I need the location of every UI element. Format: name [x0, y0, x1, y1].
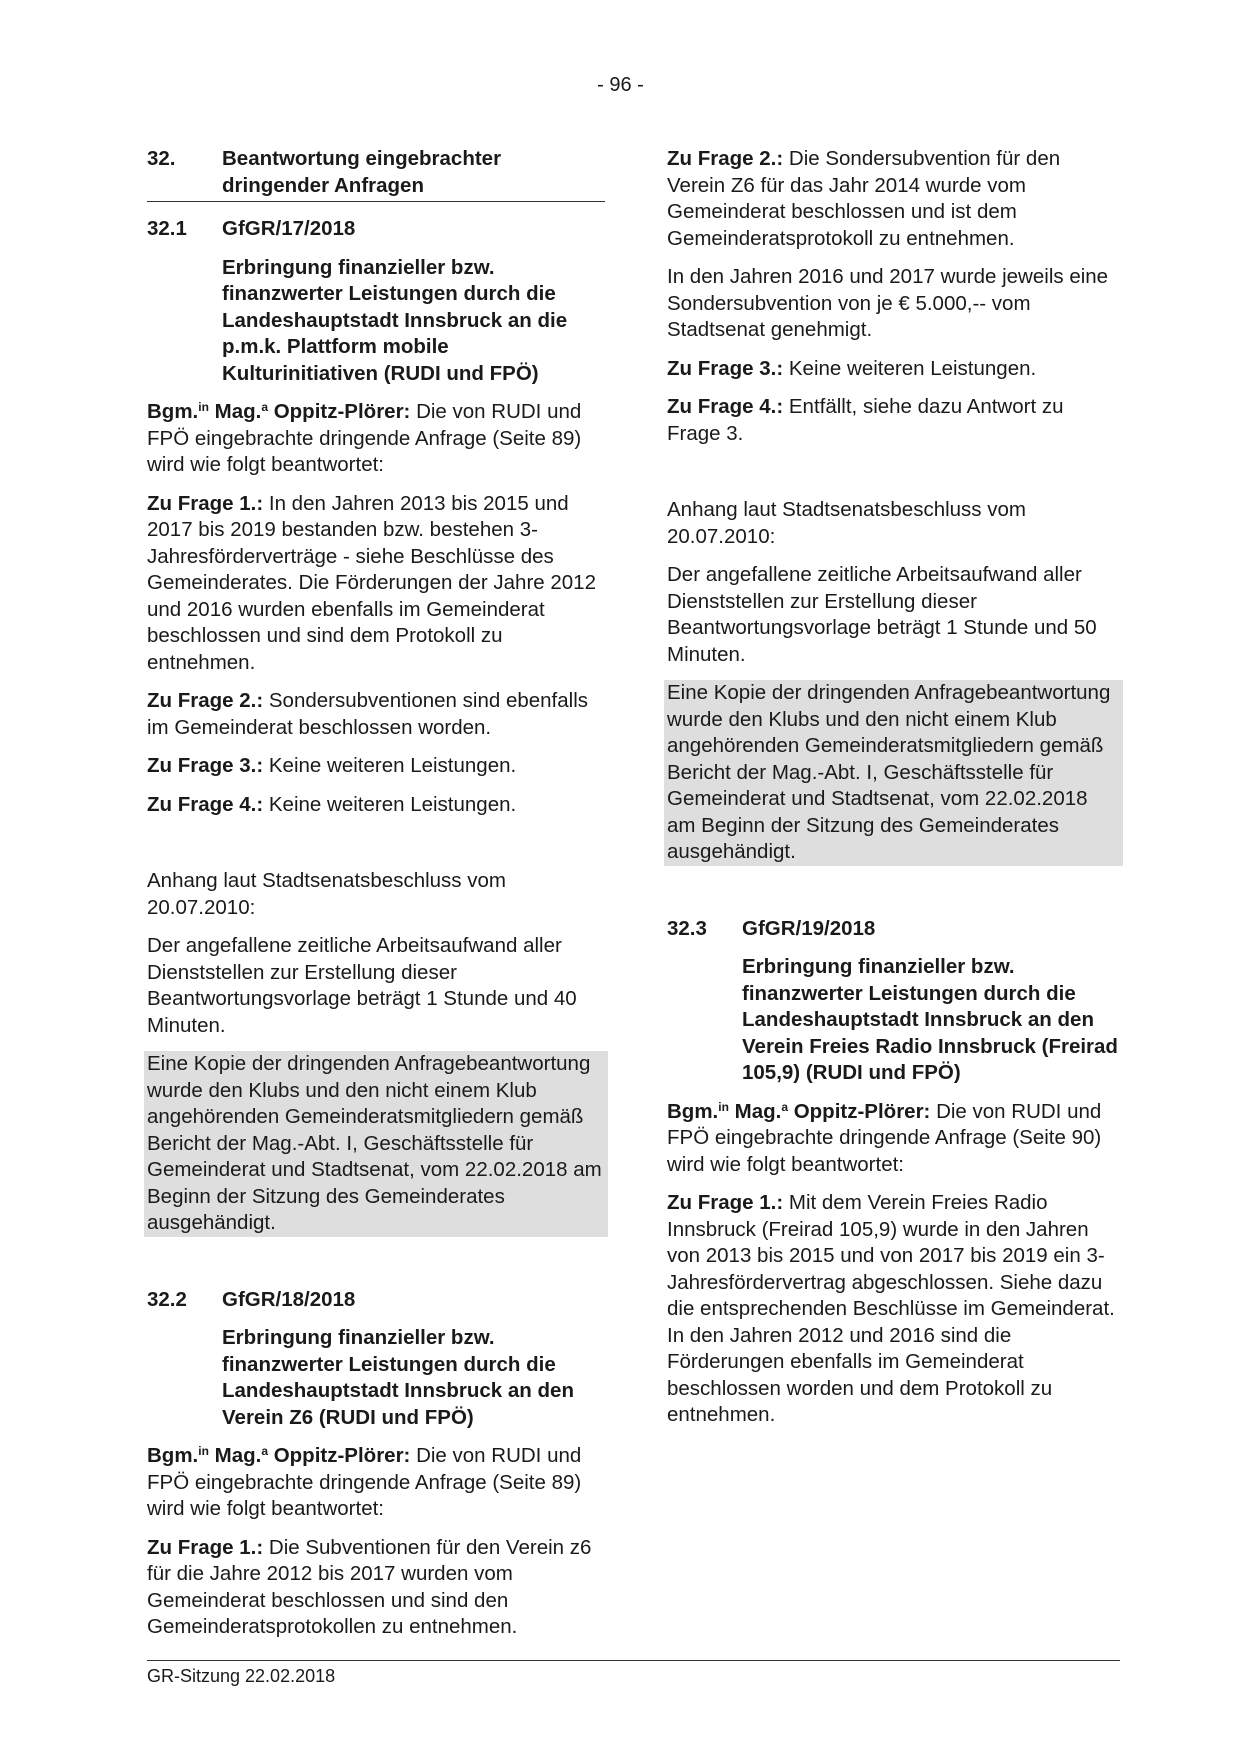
speaker-paragraph: Bgm.$^{in}$ Mag.$^a$ Oppitz-Plörer: Die von RUDI und FPÖ eingebrachte dringende Anfrage (Seite 89) wird wie folgt beantwortet:: [147, 400, 582, 476]
effort-note: Der angefallene zeitliche Arbeitsaufwand aller Dienststellen zur Erstellung dieser Beantwortungsvorlage beträgt 1 Stunde und 40 Minuten.: [147, 934, 577, 1037]
footer-rule: [147, 1660, 1120, 1661]
speaker-paragraph: Bgm.$^{in}$ Mag.$^a$ Oppitz-Plörer: Die von RUDI und FPÖ eingebrachte dringende Anfrage (Seite 90) wird wie folgt beantwortet:: [667, 1099, 1102, 1176]
left-column: [147, 146, 605, 1653]
answer-1: Zu Frage 1.: In den Jahren 2013 bis 2015 und 2017 bis 2019 bestanden bzw. bestehen 3-Jahresförderverträge - siehe Beschlüsse des Gemeinderates. Die Förderungen der Jahre 2012 und 2016 wurden ebenfalls im Gemeinderat beschlossen und sind dem Protokoll zu entnehmen.: [147, 491, 596, 674]
section-heading: [147, 146, 605, 202]
effort-note: Der angefallene zeitliche Arbeitsaufwand aller Dienststellen zur Erstellung dieser Beantwortungsvorlage beträgt 1 Stunde und 50 Minuten.: [667, 563, 1097, 666]
subsection-title: Erbringung finanzieller bzw. finanzwerter Leistungen durch die Landeshauptstadt Innsbruck an den Verein Z6 (RUDI und FPÖ): [222, 1326, 574, 1429]
appendix-note: Anhang laut Stadtsenatsbeschluss vom 20.07.2010:: [667, 498, 1026, 548]
section-title: Beantwortung eingebrachter dringender Anfragen: [222, 147, 502, 197]
answer-4: Zu Frage 4.: Keine weiteren Leistungen.: [147, 792, 517, 816]
right-column: [667, 146, 1120, 1441]
copy-note: Eine Kopie der dringenden Anfragebeantwortung wurde den Klubs und den nicht einem Klub angehörenden Gemeinderatsmitgliedern gemäß Bericht der Mag.-Abt. I, Geschäftsstelle für Gemeinderat und Stadtsenat, vom 22.02.2018 am Beginn der Sitzung des Gemeinderates ausgehändigt.: [664, 680, 1123, 866]
answer-2: Zu Frage 2.: Sondersubventionen sind ebenfalls im Gemeinderat beschlossen worden.: [147, 689, 589, 739]
speaker-name: Bgm.$^{in}$ Mag.$^a$ Oppitz-Plörer:: [147, 400, 411, 423]
copy-note: Eine Kopie der dringenden Anfragebeantwortung wurde den Klubs und den nicht einem Klub angehörenden Gemeinderatsmitgliedern gemäß Bericht der Mag.-Abt. I, Geschäftsstelle für Gemeinderat und Stadtsenat, vom 22.02.2018 am Beginn der Sitzung des Gemeinderates ausgehändigt.: [144, 1051, 608, 1237]
answer-3: Zu Frage 3.: Keine weiteren Leistungen.: [147, 754, 517, 777]
section-number: 32.: [147, 147, 176, 170]
subsection-code: GfGR/18/2018: [222, 1287, 356, 1311]
footer-text: GR-Sitzung 22.02.2018: [147, 1666, 336, 1686]
answer-1: Zu Frage 1.: Mit dem Verein Freies Radio Innsbruck (Freirad 105,9) wurde in den Jahren von 2013 bis 2015 und von 2017 bis 2019 ein 3-Jahresfördervertrag abgeschlossen. Siehe dazu die entsprechenden Beschlüsse im Gemeinderat. In den Jahren 2012 und 2016 sind die Förderungen ebenfalls im Gemeinderat beschlossen worden und dem Protokoll zu entnehmen.: [667, 1191, 1115, 1426]
answer-4: Zu Frage 4.: Entfällt, siehe dazu Antwort zu Frage 3.: [667, 395, 1064, 445]
appendix-note: Anhang laut Stadtsenatsbeschluss vom 20.07.2010:: [147, 869, 506, 919]
subsection-heading-32-3: [667, 916, 1120, 943]
subsection-title: Erbringung finanzieller bzw. finanzwerter Leistungen durch die Landeshauptstadt Innsbruck an die p.m.k. Plattform mobile Kulturinitiativen (RUDI und FPÖ): [222, 255, 568, 385]
subsection-code: GfGR/19/2018: [742, 916, 876, 940]
subsection-number: 32.2: [147, 1287, 187, 1311]
answer-1: Zu Frage 1.: Die Subventionen für den Verein z6 für die Jahre 2012 bis 2017 wurden vom Gemeinderat beschlossen und sind den Gemeinderatsprotokollen zu entnehmen.: [147, 1535, 592, 1638]
subsection-number: 32.3: [667, 916, 707, 940]
subsection-title: Erbringung finanzieller bzw. finanzwerter Leistungen durch die Landeshauptstadt Innsbruck an den Verein Freies Radio Innsbruck (Freirad 105,9) (RUDI und FPÖ): [742, 955, 1118, 1084]
speaker-paragraph: Bgm.$^{in}$ Mag.$^a$ Oppitz-Plörer: Die von RUDI und FPÖ eingebrachte dringende Anfrage (Seite 89) wird wie folgt beantwortet:: [147, 1444, 582, 1520]
subsection-number: 32.1: [147, 217, 187, 240]
answer-2: Zu Frage 2.: Die Sondersubvention für den Verein Z6 für das Jahr 2014 wurde vom Gemeinderat beschlossen und ist dem Gemeinderatsprotokoll zu entnehmen.: [667, 147, 1061, 250]
page-number: - 96 -: [597, 74, 644, 96]
subsection-heading-32-2: [147, 1287, 605, 1314]
subsection-heading-32-1: [147, 216, 605, 243]
subsection-code: GfGR/17/2018: [222, 217, 356, 240]
speaker-name: Bgm.$^{in}$ Mag.$^a$ Oppitz-Plörer:: [147, 1444, 411, 1467]
extra-note: In den Jahren 2016 und 2017 wurde jeweils eine Sondersubvention von je € 5.000,-- vom Stadtsenat genehmigt.: [667, 265, 1109, 341]
answer-3: Zu Frage 3.: Keine weiteren Leistungen.: [667, 356, 1037, 380]
speaker-name: Bgm.$^{in}$ Mag.$^a$ Oppitz-Plörer:: [667, 1099, 931, 1123]
